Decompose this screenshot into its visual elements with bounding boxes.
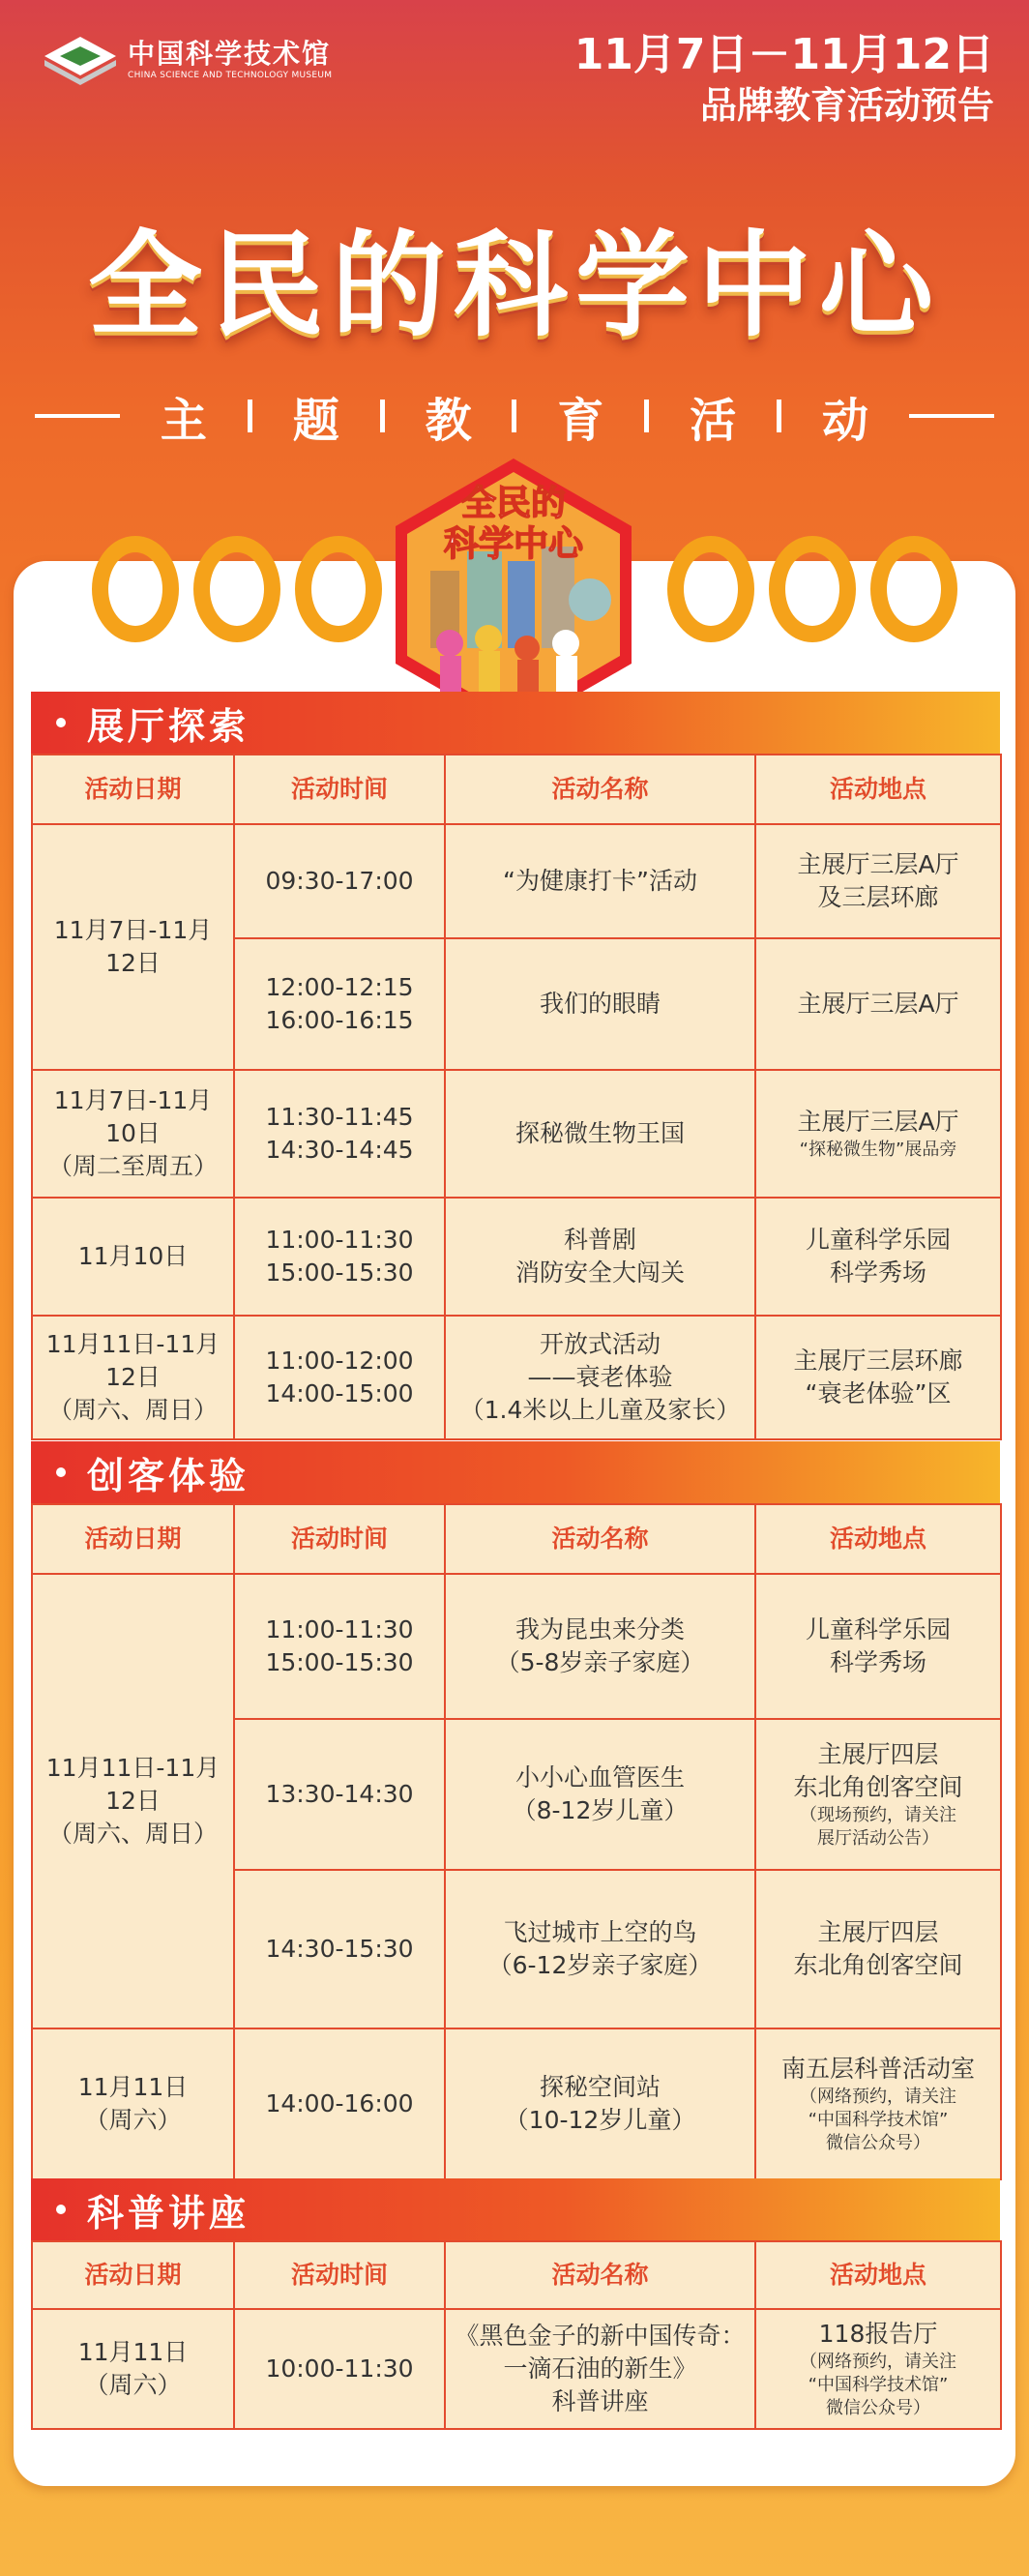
- column-header: 活动名称: [445, 1504, 755, 1574]
- table-row: [32, 1316, 1001, 1439]
- cell-place: [755, 2028, 1001, 2179]
- page-title: 全民的科学中心: [87, 219, 941, 352]
- cell-date: 11月11日 （周六）: [32, 2028, 234, 2179]
- place-main: 主展厅四层 东北角创客空间: [793, 1740, 963, 1801]
- place-main: 118报告厅: [818, 2320, 938, 2348]
- section-header-lecture: [31, 2178, 1000, 2240]
- table-header-row: [32, 1504, 1001, 1574]
- column-header: 活动地点: [755, 2241, 1001, 2309]
- museum-logo-icon: [43, 33, 118, 87]
- event-dates: 11月7日－11月12日: [573, 30, 994, 79]
- binder-ring: [870, 536, 957, 642]
- cell-date: 11月11日-11月12日 （周六、周日）: [32, 1574, 234, 2028]
- section-header-exhibition: [31, 692, 1000, 754]
- cell-time: 11:00-12:00 14:00-15:00: [234, 1316, 445, 1439]
- cell-time: 14:30-15:30: [234, 1870, 445, 2028]
- binder-ring: [769, 536, 856, 642]
- cell-activity: 科普剧 消防安全大闯关: [445, 1198, 755, 1316]
- place-note: （网络预约，请关注 “中国科学技术馆” 微信公众号）: [800, 2087, 956, 2153]
- schedule-table-exhibition: [31, 754, 1002, 1440]
- binder-ring: [295, 536, 382, 642]
- table-row: [32, 824, 1001, 938]
- divider-bar: [777, 400, 781, 432]
- cell-activity: 探秘微生物王国: [445, 1070, 755, 1198]
- theme-word: 教: [425, 393, 472, 448]
- binder-ring: [193, 536, 280, 642]
- section-title: 科普讲座: [87, 2191, 250, 2235]
- cell-time: 14:00-16:00: [234, 2028, 445, 2179]
- bullet-icon: [56, 1467, 66, 1477]
- column-header: 活动日期: [32, 2241, 234, 2309]
- badge-line-1: 全民的: [460, 484, 567, 523]
- column-header: 活动地点: [755, 755, 1001, 824]
- table-header-row: [32, 2241, 1001, 2309]
- table-row: [32, 2309, 1001, 2429]
- place-note: “探秘微生物”展品旁: [799, 1140, 957, 1160]
- event-subtitle: 品牌教育活动预告: [699, 84, 994, 127]
- column-header: 活动名称: [445, 2241, 755, 2309]
- cell-date: 11月11日 （周六）: [32, 2309, 234, 2429]
- column-header: 活动时间: [234, 755, 445, 824]
- cell-place: [755, 1719, 1001, 1870]
- cell-time: 09:30-17:00: [234, 824, 445, 938]
- binder-ring: [667, 536, 754, 642]
- cell-activity: 我们的眼睛: [445, 938, 755, 1070]
- table-row: [32, 2028, 1001, 2179]
- cell-place: [755, 2309, 1001, 2429]
- cell-activity: 探秘空间站 （10-12岁儿童）: [445, 2028, 755, 2179]
- cell-date: 11月11日-11月12日 （周六、周日）: [32, 1316, 234, 1439]
- theme-word: 育: [557, 393, 604, 448]
- column-header: 活动时间: [234, 1504, 445, 1574]
- cell-place: 主展厅三层环廊 “衰老体验”区: [755, 1316, 1001, 1439]
- cell-activity: 《黑色金子的新中国传奇： 一滴石油的新生》 科普讲座: [445, 2309, 755, 2429]
- table-header-row: [32, 755, 1001, 824]
- cell-activity: 飞过城市上空的鸟 （6-12岁亲子家庭）: [445, 1870, 755, 2028]
- header-info: [574, 29, 994, 130]
- place-main: 南五层科普活动室: [780, 2055, 975, 2083]
- column-header: 活动时间: [234, 2241, 445, 2309]
- divider-bar: [380, 400, 385, 432]
- place-note: （现场预约，请关注 展厅活动公告）: [800, 1805, 956, 1849]
- cell-place: [755, 1070, 1001, 1198]
- cell-place: 儿童科学乐园 科学秀场: [755, 1574, 1001, 1719]
- divider-line: [909, 414, 994, 418]
- cell-date: 11月10日: [32, 1198, 234, 1316]
- theme-word: 题: [292, 393, 339, 448]
- place-note: （网络预约，请关注 “中国科学技术馆” 微信公众号）: [800, 2352, 956, 2418]
- cell-place: 主展厅三层A厅: [755, 938, 1001, 1070]
- theme-word: 活: [690, 393, 737, 448]
- binder-ring: [92, 536, 179, 642]
- cell-time: 13:30-14:30: [234, 1719, 445, 1870]
- cell-time: 12:00-12:15 16:00-16:15: [234, 938, 445, 1070]
- divider-bar: [248, 400, 252, 432]
- schedule-table-maker: [31, 1503, 1002, 2180]
- column-header: 活动地点: [755, 1504, 1001, 1574]
- cell-place: 主展厅三层A厅 及三层环廊: [755, 824, 1001, 938]
- divider-line: [35, 414, 120, 418]
- cell-place: 儿童科学乐园 科学秀场: [755, 1198, 1001, 1316]
- badge-line-2: 科学中心: [443, 524, 584, 564]
- logo-english-name: CHINA SCIENCE AND TECHNOLOGY MUSEUM: [128, 71, 333, 80]
- column-header: 活动日期: [32, 1504, 234, 1574]
- cell-time: 11:30-11:45 14:30-14:45: [234, 1070, 445, 1198]
- logo-chinese-name: 中国科学技术馆: [128, 38, 332, 70]
- theme-word: 动: [822, 393, 869, 448]
- bullet-icon: [56, 718, 66, 727]
- section-header-maker: [31, 1441, 1000, 1503]
- table-row: [32, 1070, 1001, 1198]
- cell-date: 11月7日-11月10日 （周二至周五）: [32, 1070, 234, 1198]
- cell-date: 11月7日-11月12日: [32, 824, 234, 1070]
- museum-logo: [43, 33, 332, 87]
- cell-time: 11:00-11:30 15:00-15:30: [234, 1198, 445, 1316]
- cell-activity: “为健康打卡”活动: [445, 824, 755, 938]
- cell-activity: 我为昆虫来分类 （5-8岁亲子家庭）: [445, 1574, 755, 1719]
- cell-place: 主展厅四层 东北角创客空间: [755, 1870, 1001, 2028]
- table-row: [32, 1574, 1001, 1719]
- divider-bar: [644, 400, 649, 432]
- column-header: 活动日期: [32, 755, 234, 824]
- place-main: 主展厅三层A厅: [797, 1108, 959, 1136]
- section-title: 展厅探索: [87, 704, 250, 748]
- theme-subtitle: [35, 387, 994, 448]
- bullet-icon: [56, 2205, 66, 2214]
- cell-time: 11:00-11:30 15:00-15:30: [234, 1574, 445, 1719]
- cell-activity: 小小心血管医生 （8-12岁儿童）: [445, 1719, 755, 1870]
- schedule-table-lecture: [31, 2240, 1002, 2430]
- column-header: 活动名称: [445, 755, 755, 824]
- section-title: 创客体验: [87, 1454, 250, 1497]
- table-row: [32, 1198, 1001, 1316]
- cell-time: 10:00-11:30: [234, 2309, 445, 2429]
- divider-bar: [512, 400, 516, 432]
- cell-activity: 开放式活动 ——衰老体验 （1.4米以上儿童及家长）: [445, 1316, 755, 1439]
- theme-word: 主: [160, 393, 207, 448]
